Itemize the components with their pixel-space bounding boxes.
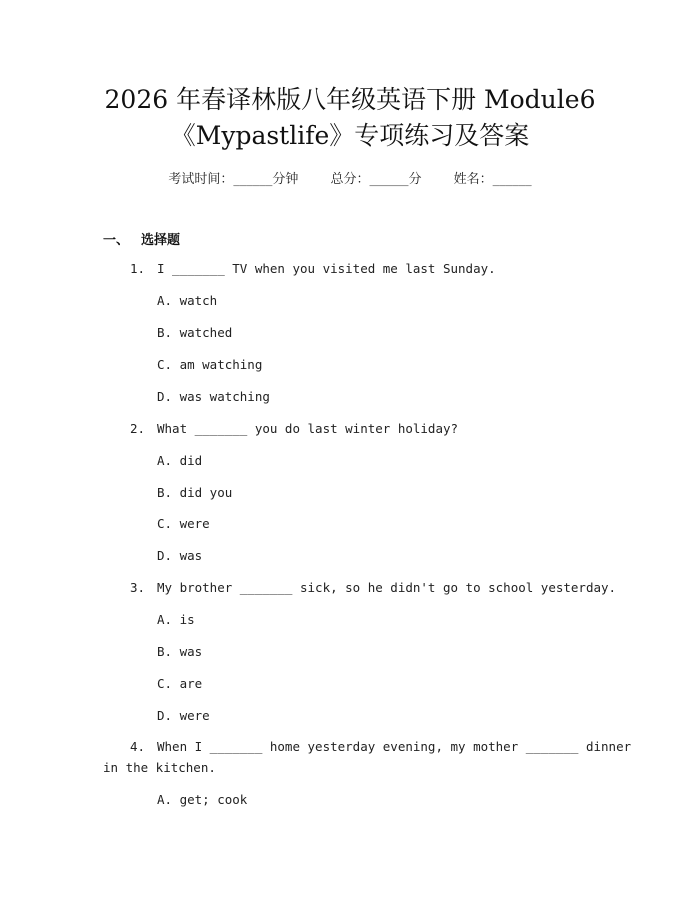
question-1-option-b: B. watched [157, 325, 233, 340]
question-2 [130, 421, 458, 436]
question-3-option-b: B. was [157, 644, 203, 659]
question-3-option-d: D. were [157, 708, 210, 723]
question-2-option-b: B. did you [157, 485, 233, 500]
question-number: 1. [130, 261, 146, 276]
question-number: 2. [130, 421, 146, 436]
total-score-field: 总分：______分 [330, 172, 422, 187]
question-1-option-a: A. watch [157, 293, 218, 308]
exam-info [0, 168, 700, 187]
exam-time-field: 考试时间：______分钟 [168, 172, 299, 187]
question-1 [130, 261, 496, 276]
question-number: 4. [130, 739, 146, 754]
question-4 [130, 739, 631, 754]
question-3 [130, 580, 616, 595]
section-title: 选择题 [141, 233, 181, 248]
question-4-option-a: A. get; cook [157, 792, 248, 807]
document-title-line-1: 2026 年春译林版八年级英语下册 Module6 [104, 85, 596, 114]
question-2-option-c: C. were [157, 516, 210, 531]
section-heading [103, 229, 180, 248]
document-title-line-2: 《Mypastlife》专项练习及答案 [170, 121, 530, 150]
question-1-option-d: D. was watching [157, 389, 270, 404]
question-text: When I _______ home yesterday evening, my mother _______ dinner [157, 739, 632, 754]
question-4-text-continued: in the kitchen. [103, 760, 216, 775]
question-3-option-c: C. are [157, 676, 203, 691]
question-number: 3. [130, 580, 146, 595]
question-3-option-a: A. is [157, 612, 195, 627]
question-text: What _______ you do last winter holiday? [157, 421, 459, 436]
question-2-option-d: D. was [157, 548, 203, 563]
question-2-option-a: A. did [157, 453, 203, 468]
question-text: I _______ TV when you visited me last Sunday. [157, 261, 496, 276]
section-number: 一、 [103, 233, 130, 248]
question-text: My brother _______ sick, so he didn't go to school yesterday. [157, 580, 617, 595]
student-name-field: 姓名：______ [453, 172, 532, 187]
question-1-option-c: C. am watching [157, 357, 263, 372]
